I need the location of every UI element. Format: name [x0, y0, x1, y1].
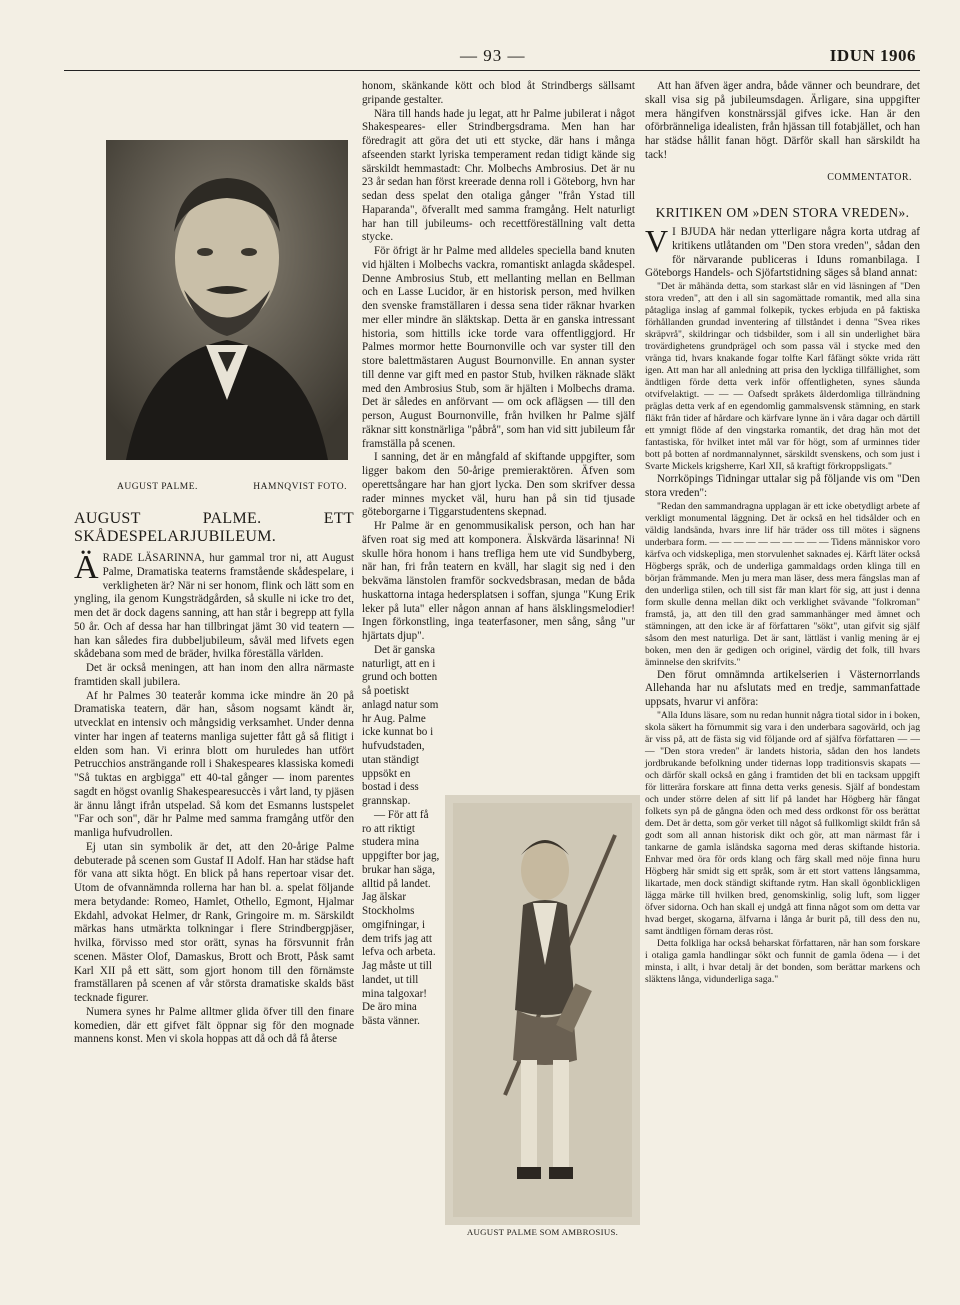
portrait-photo-august-palme: [106, 140, 348, 460]
caption-credit: HAMNQVIST FOTO.: [253, 482, 347, 492]
article-intro: [74, 549, 354, 662]
drop-cap: V: [645, 223, 669, 259]
paragraph: honom, skänkande kött och blod åt Strindbergs sällsamt gripande gestalter.: [362, 80, 635, 106]
ambrosius-caption: AUGUST PALME SOM AMBROSIUS.: [466, 1227, 619, 1237]
paragraph: För öfrigt är hr Palme med alldeles speciella band knuten vid hjälten i Molbechs vackra, romantiskt anlagda skådespel. Denne Ambrosius Stub, ett mellanting mellan en Bellman och en Lasse Lucidor, är en historisk person, med hvilken den svenske framställaren i dessa sena tider räknar hvarken mer eller mindre än släktskap. Detta är en ganska intressant historia, som hittills icke torde vara offentliggjord. Hr Palmes mormor hette Bournonville och var syster till den store balettmästaren August Bournonville. En annan syster till denne var gift med en pastor Stub, hvilken räknade släkt med den Ambrosius Stub, som är hjälten i Molbechs drama. Det är således en anförvant — om ock aflägsen — till den person, August Bournonville, från hvilken hr Palme själf räknar sitt konstnärliga "påbrå", som han vid sitt jubileum får framställa på scenen.: [362, 245, 635, 450]
paragraph: Numera synes hr Palme alltmer glida öfver till den finare komedien, där ett gifvet fält öppnar sig för den mognade mannens konst. Men vi skola hoppas att då och då få återse: [74, 1005, 354, 1046]
magazine-title: IDUN 1906: [829, 46, 916, 65]
quote: "Alla Iduns läsare, som nu redan hunnit några tiotal sidor in i boken, skola säkert ha förnummit sig vara i den underbara sagovärld, och jag är viss på, att de fästa sig vid följande ord af själfva författaren — — — "Den stora vreden" är landets historia, sådan den hos landets jordbrukande befolkning under tidernas lopp traditionsvis skapats — och därför skall också en gång i framtiden det bli en tacksam uppgift för litterära forskare att finna detta verks genesis. Själf af bondestam och under större delen af sitt lif på landet har Högberg här fångat folkets syn på de gångna öden och med dess ordkonst för oss berättat dem. Det är detta, som gör verket till något så fullkomligt skildt från så godt som all annan historisk dikt och gör, att man närmast får i tankarne de gamla isländska sagorna med deras skiftande historia. Enhvar med öra för ords klang och färg skall med nöje finna huru Högberg här smidt sig ett språk, som är ett stort vattens långsamma, likartade, men dock ständigt skiftande rytm. Han skall ögonblickligen lägga märke till hvilken bred, genomskinlig, solig luft, som ligger öfver sidorna. Och han skall ej undgå att finna något som om detta var hvad berget, skogarna, älfvarna i långa år burit på, till dess den nu, samt ändtligen förnam deras röst.: [645, 709, 920, 937]
portrait-caption: [117, 482, 347, 492]
caption-name: AUGUST PALME.: [117, 482, 198, 492]
paragraph: Att han äfven äger andra, både vänner och beundrare, det skall visa sig på jubileumsdagen. Ärligare, sina uppgifter mera hängifven konstnärssjäl gifves icke. Han är den oförbränneliga idealisten, från hjässan till fotabjället, och han har städse hållit fanan högt. Därför skall han särskildt ha tack!: [645, 80, 920, 161]
quote: "Det är måhända detta, som starkast slår en vid läsningen af "Den stora vreden", att den i all sin sagomättade romantik, med alla sina påtagliga inslag af gammal folkepik, tyckes erbjuda en på faktiska förhållanden grundad inventering af tillståndet i denna "Svea rikes skräpvrå", skildringar och tidsbilder, som i all sin underlighet bära trovärdighetens grundprägel och som passa väl i stycke med den vränga tid, hvars knakande fogar tolfte Karl fåfängt sökte vrida rätt igen. Att man har all anledning att prisa den lyckliga tillfällighet, som ändtligen förde detta verk inför offentligheten, synes såunda otvifvelaktigt. — — — Oafsedt språkets ålderdomliga tillrändning präglas detta verk af en egendomlig gammalsvensk stämning, en stark fläkt från tider af hårdare och kärfvare lynne än i våra dagar och därtill ett ymnigt flöde af den vingstarka romantik, det drag hän mot det fantastiska, för hvilket intet mål var för högt, som af urminnes tider bott på botten af nordmannalynnet, särskildt svenskens, och som just i Svarte Mickels krigsherre, Karl XII, så kraftigt förkroppsligats.": [645, 281, 920, 472]
paragraph: Ej utan sin symbolik är det, att den 20-årige Palme debuterade på scenen som Gustaf II Adolf. Han har städse haft för vana att sikta högt. En blick på hans repertoar visar det. Utom de ofvannämnda rollerna har han bl. a. spelat följande mera betydande: Romeo, Hamlet, Othello, Egmont, Hjalmar Ekdahl, advokat Helmer, dr Rank, Gringoire m. m. Särskildt märkas hans utmärkta tolkningar i flere Strindbergpjäser, hvilka, förvisso med stor orätt, synas ha försvunnit från scenen. Mäster Olof, Damaskus, Brott och Brott, Påsk samt Karl XII på ett sätt, som gjort honom till den förnämste framställaren på scenen af vår största dramatiske skalds bäst tecknade figurer.: [74, 840, 354, 1004]
paragraph: Det är också meningen, att han inom den allra närmaste framtiden skall jubilera.: [74, 662, 354, 688]
section-intro: [645, 223, 920, 281]
paragraph: Den förut omnämnda artikelserien i Västernorrlands Allehanda har nu afslutats med en tredje, sammanfattade uppsats, hvarur vi anföra:: [645, 668, 920, 708]
paragraph: Det är ganska naturligt, att en i grund och botten så poetiskt anlagd natur som hr Aug. Palme icke kunnat bo i hufvudstaden, utan ständigt uppsökt en bostad i dess grannskap.: [362, 643, 439, 807]
page-number: — 93 —: [460, 46, 526, 65]
column-3: [645, 80, 920, 986]
drop-cap: Ä: [74, 549, 99, 586]
intro-text: I BJUDA här nedan ytterligare några korta utdrag af kritikens utlåtanden om "Den stora vreden", sådan den för närvarande publiceras i Iduns romanbilaga. I Göteborgs Handels- och Sjöfartstidning säges så bland annat:: [645, 226, 920, 280]
paragraph: Hr Palme är en genommusikalisk person, och han har äfven roat sig med att komponera. Älskvärda läsarinna! Ni skulle höra honom i hans trefliga hem ute vid Sundbyberg, när han, fri från teatern en kväll, har slagit sig ned i den bekväma länstolen framför sockvedsbrasan, medan de båda huskattorna intaga hedersplatsen i soffan, sjunga "Kung Erik leker på luta" eller någon annan af hans älsklingsmelodier! Ingen förkonstling, inga teaterfasoner, men sång, sång "ur hjärtats djup".: [362, 520, 635, 642]
paragraph: Norrköpings Tidningar uttalar sig på följande vis om "Den stora vreden":: [645, 473, 920, 499]
photo-palme-as-ambrosius: [445, 795, 640, 1225]
quote: Detta folkliga har också beharskat författaren, när han som forskare i otaliga gamla handlingar sökt och funnit de gamla ödena — i det minsta, i allt, i hvar detalj är det bonden, som berättar markens och släktens långa, vidunderliga saga.": [645, 937, 920, 985]
paragraph: — För att få ro att riktigt studera mina uppgifter bor jag, brukar han säga, alltid på landet. Jag älskar Stockholms omgifningar, i dem trifs jag att lefva och arbeta. Jag måste ut till landet, ut till mina talgoxar! De äro mina bästa vänner.: [362, 808, 440, 1027]
intro-text: RADE LÄSARINNA, hur gammal tror ni, att August Palme, Dramatiska teaterns framstående skådespelare, i verkligheten är? När ni ser honom, flink och lätt som en yngling, ila genom Kungsträdgården, så skulle ni icke tro det, men det är dock dagens sanning, att han står i begrepp att fylla 50 år. Och af dessa har han tillbringat jämt 30 vid teatern — han kan således fira dubbeljubileum, såväl med lifvets egen skådebana som med de bräder, hvilka föreställa världen.: [74, 552, 354, 661]
quote: "Redan den sammandragna upplagan är ett icke obetydligt arbete af verkligt monumental läggning. Det är också en hel tidsålder och en väldig landsända, hvars inre lif här träder oss till mötes i sägnens underbara form. — — — — — — — — — — Tidens människor voro kärfva och vidskepliga, men storvulenhet saknades ej. Kärft läter också Högbergs språk, och de underliga gammaldags orden klinga till en början främmande. Men ju mera man läser, dess mera fängslas man af den underliga stilen, och till sist får man klart för sig, att just i denna form skulle denna mellan dikt och verklighet svävande "folkroman" framstå, ja, att den till den grad sammanhänger med ämnet och stämningen, att den icke är af författaren "sökt", utan gifvit sig själf såsom den mest naturliga. Det är sant, lättläst i vanlig mening är ej boken, men den är gedigen och originel, värdig det folk, till hvars äminnelse den skrifvits.": [645, 500, 920, 668]
paragraph: Nära till hands hade ju legat, att hr Palme jubilerat i något Shakespeares- eller Strindbergsdrama. Men han har föredragit att göra det uti ett stycke, där hans i många afseenden starkt lyriska temperament redan tidigt kände sig särskildt hemmastadt: Chr. Molbechs Ambrosius. Det är nu 23 år sedan han först kreerade denna roll i Göteborg, hvn har sedan dess spelat den otaliga gånger "från Ystad till Haparanda", öfverallt med samma framgång. Helt naturligt har han till jubileums- och recettföreställning valt detta stycke.: [362, 107, 635, 244]
article-title: AUGUST PALME. ETT SKÅDESPELARJUBILEUM.: [74, 510, 354, 545]
section-heading: KRITIKEN OM »DEN STORA VREDEN».: [655, 205, 910, 221]
page-header: [64, 46, 920, 71]
paragraph: Af hr Palmes 30 teaterår komma icke mindre än 20 på Dramatiska teatern, där han, såsom nogsamt kändt är, utvecklat en intensiv och mångsidig verksamhet. Under denna vinter har ingen af teaterns manliga sujetter fått gå så flitigt i elden som han. Vi erinra blott om huruledes han utfört Petrucchios ansträngande roll i Shakespeares klassiska komedi "Så tuktas en argbigga" ett 40-tal gånger — inom parentes sagdt en högst ovanlig Shakespearesuccès i vårt land, ty pjäsen är ännu långt ifrån utspelad. Så kom det Esmanns lustspelet "Far och son", där hr Palme med samma framgång utför den manliga hufvudrollen.: [74, 689, 354, 839]
signature: COMMENTATOR.: [827, 171, 912, 183]
column-1: [74, 510, 354, 1047]
paragraph: I sanning, det är en mångfald af skiftande uppgifter, som ligger bakom den 50-årige premieraktören. Äfven som operettsångare har han gjort lycka. Den som skrifver dessa rader minnes mycket väl, huru han på sin tid tjusade göteborgarne i Tiggarstudentens skepnad.: [362, 451, 635, 519]
